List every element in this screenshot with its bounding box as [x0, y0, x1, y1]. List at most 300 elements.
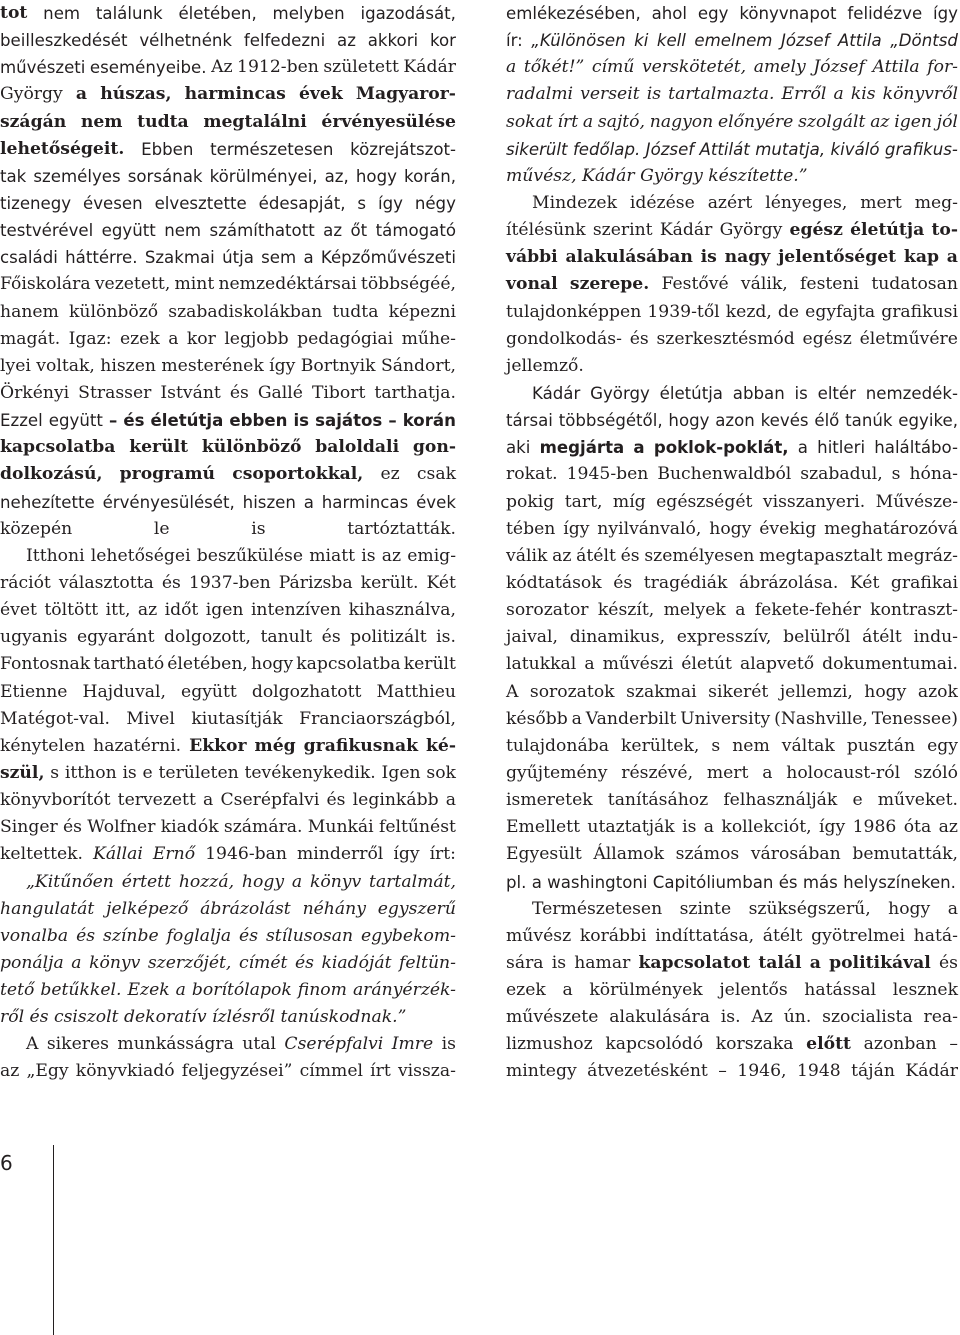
- word: Az: [211, 57, 233, 78]
- word: vélhetnénk: [139, 31, 233, 51]
- word: a: [946, 247, 958, 268]
- word: beszűkülése: [196, 545, 304, 566]
- word: is: [361, 545, 376, 566]
- word: lényeges,: [765, 192, 848, 213]
- text-line: [0, 353, 456, 380]
- word: Etienne: [0, 681, 68, 702]
- word: rokat.: [506, 464, 558, 485]
- word: voltak,: [36, 355, 95, 376]
- word: ezek: [119, 328, 160, 349]
- word: is.: [436, 627, 456, 648]
- word: azért: [707, 192, 753, 213]
- word: a: [303, 248, 314, 268]
- word: azok: [917, 681, 958, 702]
- word: közepén: [0, 518, 73, 539]
- text-segment: művész, Kádár György készítette.”: [506, 165, 808, 186]
- word: személyesen: [644, 545, 755, 566]
- word: Államok: [593, 844, 665, 865]
- word: baloldali: [315, 437, 400, 458]
- word: is: [794, 383, 808, 403]
- text-line: [0, 706, 456, 733]
- word: grafikus-: [884, 139, 958, 159]
- word: (Nashville,: [774, 708, 868, 729]
- word: minderről: [296, 844, 384, 865]
- text-line: [0, 760, 456, 787]
- text-line: [506, 489, 958, 516]
- word: tanult: [260, 627, 313, 648]
- word: sikeres: [46, 1034, 109, 1055]
- word: 1946-ban: [205, 844, 287, 865]
- word: 1939-től: [647, 301, 720, 322]
- word: a: [291, 871, 303, 892]
- word: egyike,: [898, 411, 958, 431]
- word: egész: [802, 328, 852, 349]
- text-line: [0, 869, 456, 896]
- word: támogató: [375, 221, 456, 241]
- word: Képzőművészeti: [320, 248, 456, 268]
- word: latukkal: [506, 654, 577, 675]
- word: –: [718, 1061, 727, 1082]
- word: „Különösen: [531, 31, 626, 51]
- word: őt: [350, 221, 368, 241]
- word: elvesztette: [154, 193, 247, 213]
- word: György: [719, 220, 783, 241]
- word: mert: [706, 762, 749, 783]
- word: és: [321, 627, 341, 648]
- word: sajátos: [315, 411, 383, 431]
- word: radalmi: [506, 84, 574, 105]
- word: kor: [186, 328, 216, 349]
- word: életművére: [859, 328, 958, 349]
- word: hogy: [888, 898, 931, 919]
- word: hogy: [668, 411, 710, 431]
- word: a: [809, 952, 821, 973]
- text-line: [0, 597, 456, 624]
- word: Festővé: [661, 274, 729, 295]
- word: holocaust-ról: [786, 762, 901, 783]
- word: ítélésünk: [506, 220, 586, 241]
- word: Tenessee): [871, 708, 958, 729]
- word: Imre: [391, 1034, 434, 1055]
- word: néhány: [302, 898, 366, 919]
- word: Singer: [0, 817, 58, 838]
- word: nem: [164, 221, 202, 241]
- word: de: [777, 301, 800, 322]
- word: eseményeibe.: [89, 58, 207, 78]
- word: az,: [324, 166, 349, 186]
- word: együtt: [101, 221, 156, 241]
- word: programú: [119, 464, 216, 485]
- word: testvérével: [0, 221, 94, 241]
- word: könyv: [309, 871, 362, 892]
- text-line: [506, 651, 958, 678]
- word: Kádár: [532, 383, 581, 403]
- word: „Kitűnően: [26, 871, 114, 892]
- text-line: [0, 923, 456, 950]
- word: Fontosnak: [0, 654, 91, 675]
- word: Mindezek: [532, 192, 617, 213]
- word: arányérzék-: [352, 980, 456, 1001]
- word: háttérre.: [65, 248, 138, 268]
- word: megjárta: [539, 438, 625, 458]
- word: nem: [732, 735, 770, 756]
- word: miatt: [309, 545, 356, 566]
- word: tragédiák: [643, 572, 728, 593]
- word: magát.: [0, 328, 61, 349]
- word: lehetőségei: [90, 545, 191, 566]
- text-line: [506, 353, 958, 380]
- word: könyvnapot: [739, 4, 837, 23]
- word: József: [780, 31, 830, 51]
- word: körülményei,: [209, 166, 318, 186]
- word: többségétől,: [558, 411, 663, 431]
- word: dolkozású,: [0, 464, 103, 485]
- word: sorozatok: [529, 681, 615, 702]
- word: szakmai: [626, 681, 697, 702]
- text-line: [506, 244, 958, 271]
- word: Tibort: [311, 382, 366, 403]
- text-line: [0, 1031, 456, 1058]
- word: grafikai: [890, 572, 958, 593]
- word: tak: [0, 166, 27, 186]
- word: átvezetésként: [587, 1061, 708, 1082]
- word: a: [506, 57, 517, 78]
- word: kap: [903, 247, 939, 268]
- word: Itthoni: [26, 545, 85, 566]
- word: egész: [789, 220, 843, 241]
- word: az: [0, 1061, 20, 1082]
- word: bemutatták,: [852, 844, 958, 865]
- word: kiutasítják: [191, 708, 283, 729]
- word: lizmushoz: [506, 1034, 593, 1055]
- word: Sándort,: [380, 355, 456, 376]
- word: alakulására: [609, 1007, 710, 1028]
- word: nehezítette: [0, 492, 95, 512]
- word: kontraszt-: [870, 600, 958, 621]
- word: intenzíven: [250, 600, 342, 621]
- word: rációt: [0, 572, 51, 593]
- page-number: 6: [0, 1151, 13, 1175]
- word: Két: [849, 572, 880, 593]
- text-line: [506, 760, 958, 787]
- text-line: [506, 407, 958, 434]
- word: ponálja: [0, 952, 64, 973]
- text-line: [0, 407, 456, 434]
- word: dolgozott,: [164, 627, 251, 648]
- word: is: [700, 247, 717, 268]
- word: vonalba: [0, 925, 69, 946]
- word: –: [388, 411, 397, 431]
- text-line: [0, 244, 456, 271]
- word: sára: [506, 952, 544, 973]
- word: húszas,: [100, 84, 172, 105]
- word: s: [711, 735, 721, 756]
- word: belülről: [783, 627, 851, 648]
- word: s: [891, 464, 901, 485]
- word: évek: [416, 492, 456, 512]
- word: Ezek: [127, 980, 170, 1001]
- word: évekig: [759, 518, 817, 539]
- word: –: [108, 411, 118, 431]
- word: került: [403, 654, 456, 675]
- text-line: [506, 1031, 958, 1058]
- word: Attila: [872, 57, 920, 78]
- text-line: [0, 787, 456, 814]
- word: indu-: [913, 627, 958, 648]
- text-segment: ről és csiszolt dekoratív ízlésről tanúskodnak.”: [0, 1007, 407, 1028]
- word: haláltábo-: [874, 438, 958, 458]
- word: s: [357, 193, 367, 213]
- word: alakulásában: [565, 247, 693, 268]
- word: egy: [927, 735, 958, 756]
- word: pusztán: [846, 735, 916, 756]
- word: stílusosan: [265, 925, 354, 946]
- text-line: [0, 570, 456, 597]
- text-line: [0, 217, 456, 244]
- text-line: [506, 597, 958, 624]
- text-line: [0, 651, 456, 678]
- word: 1946,: [737, 1061, 787, 1082]
- word: vábbi: [506, 247, 558, 268]
- word: a: [571, 708, 582, 729]
- word: egészségét: [656, 491, 753, 512]
- text-line: [0, 1058, 456, 1085]
- word: tartalmazta.: [668, 84, 775, 105]
- word: később: [506, 708, 568, 729]
- word: töltött: [44, 600, 99, 621]
- text-segment: pl. a washingtoni Capitóliumban és más helyszíneken.: [506, 872, 956, 892]
- word: Buchenwaldból: [657, 464, 792, 485]
- word: dinamikus,: [569, 627, 666, 648]
- word: míg: [612, 491, 646, 512]
- word: verseit: [580, 84, 640, 105]
- word: így: [393, 844, 420, 865]
- footer-rule: [53, 1145, 54, 1335]
- word: 1912-ben: [237, 57, 319, 78]
- word: szolgált: [798, 111, 866, 132]
- word: tevékenykedik.: [244, 762, 376, 783]
- word: tartható: [93, 654, 165, 675]
- word: s: [50, 762, 60, 783]
- word: művészeti: [0, 58, 86, 78]
- word: nagy: [724, 247, 771, 268]
- word: Wolfner: [87, 817, 156, 838]
- word: szinte: [679, 898, 732, 919]
- word: is: [122, 762, 137, 783]
- text-line: [506, 733, 958, 760]
- text-line: [506, 380, 958, 407]
- word: természetesen: [210, 139, 334, 159]
- word: kerültek,: [621, 735, 700, 756]
- word: akkori: [367, 31, 419, 51]
- word: feltün-: [399, 952, 456, 973]
- word: –: [949, 1034, 958, 1055]
- word: és: [938, 952, 958, 973]
- text-line: [506, 0, 958, 27]
- word: Munkái: [307, 817, 374, 838]
- word: mutatja,: [755, 139, 826, 159]
- word: ír:: [506, 31, 523, 51]
- word: a: [797, 438, 808, 458]
- word: hogy: [355, 166, 397, 186]
- word: kell: [656, 31, 686, 51]
- word: jaival,: [506, 627, 558, 648]
- text-line: [506, 624, 958, 651]
- text-line: [506, 136, 958, 163]
- word: a: [735, 600, 746, 621]
- word: Szakmai: [144, 248, 215, 268]
- word: hatá-: [913, 925, 958, 946]
- word: nemzedék-: [865, 383, 958, 403]
- word: hanem: [0, 301, 59, 322]
- word: foglalja: [166, 925, 232, 946]
- word: a: [71, 952, 82, 973]
- word: melyek: [663, 600, 726, 621]
- word: feltűnést: [378, 817, 456, 838]
- text-line: [0, 489, 456, 516]
- text-line: [0, 54, 456, 81]
- word: a: [633, 438, 645, 458]
- word: utal: [242, 1034, 276, 1055]
- word: emelnem: [694, 31, 773, 51]
- word: politikával: [829, 952, 931, 973]
- word: ezek: [506, 980, 546, 1001]
- word: Ezzel: [0, 411, 43, 431]
- word: Strasser: [78, 382, 152, 403]
- word: jellemzi,: [779, 681, 853, 702]
- word: és: [76, 925, 96, 946]
- word: le: [153, 518, 170, 539]
- word: lyei: [0, 355, 31, 376]
- left-column: [0, 0, 456, 1086]
- word: még: [254, 735, 296, 756]
- word: megtalálni: [203, 111, 307, 132]
- word: így: [563, 518, 590, 539]
- text-line: [506, 271, 958, 298]
- word: hozzá,: [178, 871, 235, 892]
- word: szerzőjét,: [147, 952, 232, 973]
- text-line: [0, 543, 456, 570]
- word: „Döntsd: [890, 31, 958, 51]
- text-line: [506, 706, 958, 733]
- word: Attila: [837, 31, 882, 51]
- word: tudta: [332, 301, 379, 322]
- word: közrejátszot-: [350, 139, 456, 159]
- text-line: [0, 624, 456, 651]
- word: részévé,: [621, 762, 694, 783]
- text-line: [0, 136, 456, 163]
- word: Természetesen: [532, 898, 663, 919]
- word: könyvkiadó: [75, 1061, 175, 1082]
- word: Gallé: [257, 382, 303, 403]
- word: meghatározóvá: [824, 518, 958, 539]
- word: Matégot-val.: [0, 708, 110, 729]
- word: leginkább: [352, 790, 439, 811]
- word: és: [239, 925, 259, 946]
- word: borítólapok: [191, 980, 292, 1001]
- word: évesen: [83, 193, 143, 213]
- text-line: [506, 109, 958, 136]
- word: tető: [0, 980, 35, 1001]
- word: ábrázolása.: [738, 572, 839, 593]
- word: felidézve: [847, 4, 923, 23]
- word: műhe-: [401, 328, 456, 349]
- word: Párizsba: [278, 572, 353, 593]
- word: az: [870, 111, 890, 132]
- text-line: [506, 163, 958, 190]
- word: 1986: [852, 817, 897, 838]
- word: e: [142, 762, 153, 783]
- word: jól: [936, 111, 958, 132]
- text-line: [506, 81, 958, 108]
- word: a: [833, 84, 844, 105]
- text-line: [506, 434, 958, 461]
- text-line: [506, 869, 958, 896]
- word: azonban: [863, 1034, 937, 1055]
- word: nagyon: [649, 111, 714, 132]
- word: tartalmát,: [369, 871, 456, 892]
- word: könyvről: [882, 84, 958, 105]
- text-line: [506, 923, 958, 950]
- word: is: [293, 411, 310, 431]
- word: is.: [720, 1007, 741, 1028]
- word: sorsának: [127, 166, 203, 186]
- word: hamar: [574, 952, 631, 973]
- word: hogy: [241, 871, 285, 892]
- word: emlékezésében,: [506, 4, 641, 23]
- word: University: [680, 708, 771, 729]
- word: ahol: [651, 4, 688, 23]
- word: az: [381, 545, 402, 566]
- text-line: [506, 787, 958, 814]
- word: kapcsolatba: [0, 437, 116, 458]
- word: szágán: [0, 111, 67, 132]
- word: tanításához: [607, 790, 709, 811]
- word: utaztatják: [587, 817, 675, 838]
- word: választotta: [58, 572, 154, 593]
- word: vezetett,: [94, 274, 171, 295]
- text-line: [506, 896, 958, 923]
- word: Az: [751, 1007, 773, 1028]
- word: Emellett: [506, 817, 580, 838]
- word: a: [762, 762, 773, 783]
- word: sajtó,: [597, 111, 645, 132]
- word: megráz-: [887, 545, 958, 566]
- word: lesznek: [892, 980, 958, 1001]
- text-line: [506, 461, 958, 488]
- word: Ebben: [141, 139, 194, 159]
- word: területen: [158, 762, 239, 783]
- word: előnyére: [717, 111, 794, 132]
- word: és: [326, 790, 346, 811]
- word: készít,: [597, 600, 655, 621]
- word: ismeretek: [506, 790, 593, 811]
- word: itthon: [64, 762, 117, 783]
- word: dokumentumai.: [822, 654, 958, 675]
- word: csak: [416, 464, 456, 485]
- word: jelképező: [106, 898, 189, 919]
- word: életében,: [167, 654, 248, 675]
- word: családi: [0, 248, 58, 268]
- word: a: [203, 790, 214, 811]
- word: Magyaror-: [355, 84, 456, 105]
- word: „Egy: [26, 1061, 69, 1082]
- word: pedagógiai: [297, 328, 394, 349]
- word: jelentős: [719, 980, 788, 1001]
- word: hiszen: [100, 355, 156, 376]
- word: fekete-fehér: [754, 600, 861, 621]
- word: verskötetét,: [641, 57, 747, 78]
